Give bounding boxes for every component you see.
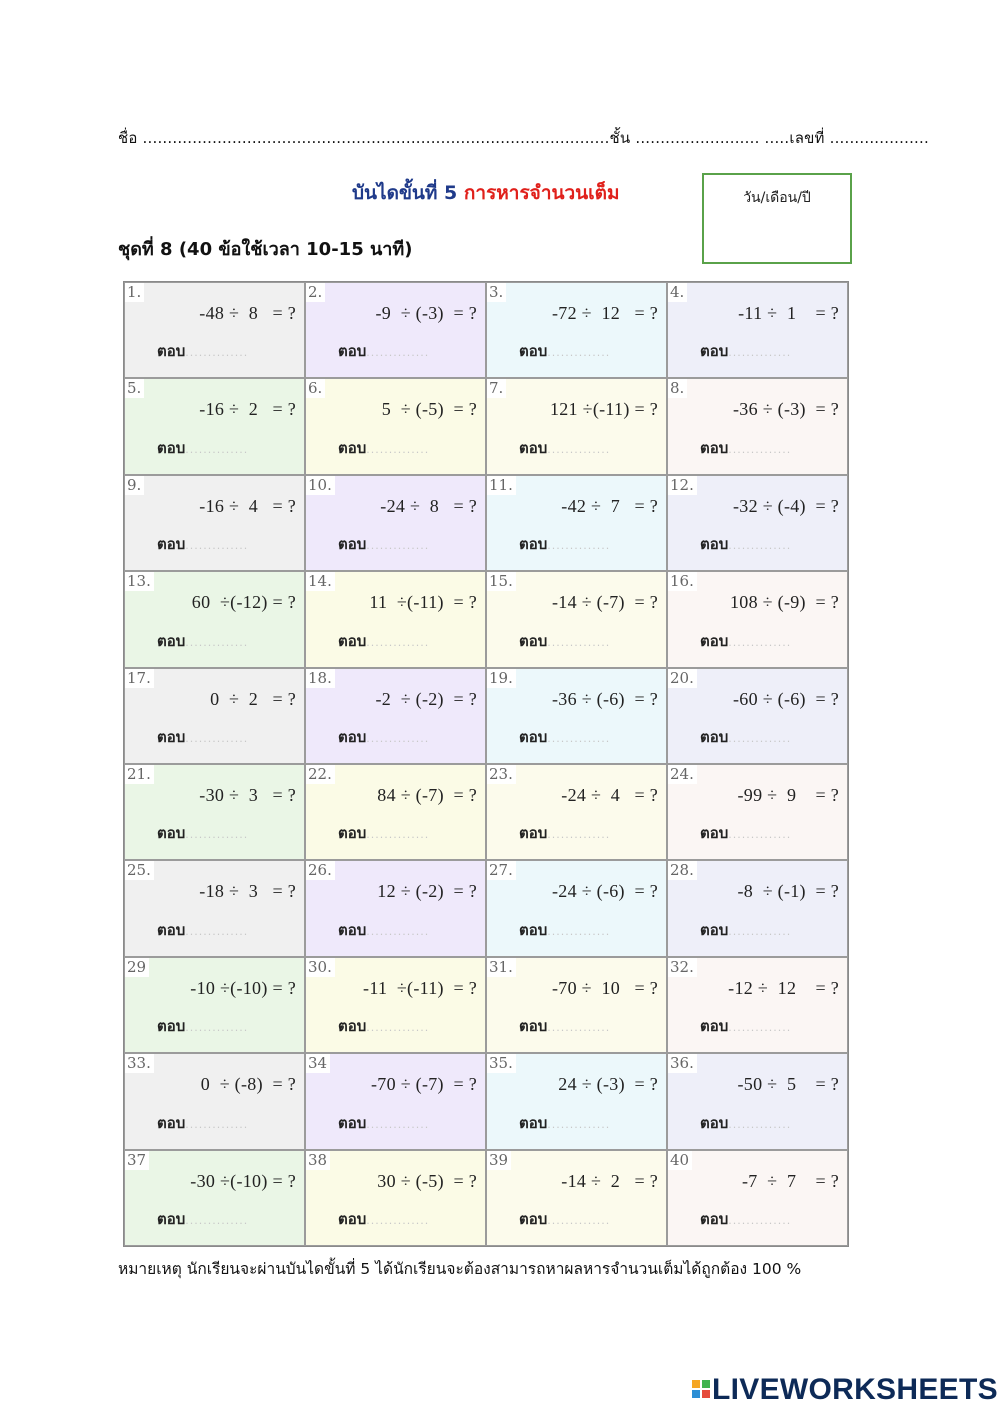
problem-expression: -24 ÷ 8 = ? [380,495,477,516]
problem-number: 23. [487,765,516,784]
problem-cell [667,764,848,860]
problem-cell [124,282,305,378]
problem-expression: -36 ÷ (-3) = ? [733,399,839,420]
problem-number: 26. [306,861,335,880]
answer-blank[interactable]: .............. [366,828,430,842]
problem-expression: -7 ÷ 7 = ? [741,1170,839,1191]
answer-field[interactable] [700,629,791,653]
answer-blank[interactable]: .............. [185,635,249,649]
problem-cell [305,571,486,667]
answer-blank[interactable]: .............. [185,346,249,360]
problem-expression: -50 ÷ 5 = ? [737,1074,839,1095]
problem-number: 8. [668,379,687,398]
answer-blank[interactable]: .............. [728,1214,792,1227]
answer-field[interactable] [519,629,610,653]
answer-blank[interactable]: .............. [185,924,249,938]
answer-label: ตอบ [157,631,186,650]
answer-label: ตอบ [700,1113,729,1132]
problem-number: 37 [125,1151,149,1170]
problem-cell [305,860,486,956]
answer-label: ตอบ [338,438,367,457]
answer-label: ตอบ [519,1113,548,1132]
problem-number: 27. [487,861,516,880]
answer-field[interactable] [338,629,429,653]
problem-expression: -16 ÷ 2 = ? [199,399,296,420]
problem-cell [305,378,486,474]
answer-label: ตอบ [519,1210,548,1228]
problem-expression: -18 ÷ 3 = ? [199,881,296,902]
answer-blank[interactable]: .............. [185,1021,249,1035]
answer-blank[interactable]: .............. [728,828,792,842]
problem-expression: -14 ÷ 2 = ? [561,1170,658,1191]
problem-expression: 30 ÷ (-5) = ? [377,1170,477,1191]
problem-number: 29 [125,958,149,977]
problem-cell [667,1150,848,1246]
problem-expression: -8 ÷ (-1) = ? [737,881,839,902]
answer-field[interactable] [519,1111,610,1135]
answer-label: ตอบ [700,1210,729,1228]
answer-field[interactable] [338,436,429,460]
problem-cell [305,1053,486,1149]
problem-cell [667,957,848,1053]
problem-expression: -24 ÷ 4 = ? [561,785,658,805]
problem-cell [305,668,486,764]
set-label: ชุดที่ 8 (40 ข้อใช้เวลา 10-15 นาที) [118,239,413,260]
problem-cell [124,1053,305,1149]
answer-label: ตอบ [157,1210,186,1228]
problem-number: 20. [668,669,697,688]
answer-label: ตอบ [700,535,729,554]
answer-label: ตอบ [700,920,729,939]
problem-cell [667,378,848,474]
problem-expression: -70 ÷ (-7) = ? [371,1074,477,1095]
problem-expression: -48 ÷ 8 = ? [199,303,296,323]
problem-number: 35. [487,1054,516,1073]
date-box-label: วัน/เดือน/ปี [743,190,811,206]
answer-label: ตอบ [338,920,367,939]
answer-blank[interactable]: .............. [728,924,792,938]
problem-cell [124,957,305,1053]
answer-field[interactable] [519,725,610,749]
answer-label: ตอบ [700,1017,729,1036]
answer-label: ตอบ [338,824,367,843]
problem-number: 1. [125,283,144,302]
problem-cell [124,475,305,571]
problem-expression: 11 ÷(-11) = ? [369,592,477,613]
answer-field[interactable] [157,918,248,942]
problem-expression: -14 ÷ (-7) = ? [552,592,658,613]
problem-number: 24. [668,765,697,784]
answer-field[interactable] [157,1111,248,1135]
answer-label: ตอบ [519,631,548,650]
problem-expression: -11 ÷(-11) = ? [363,977,477,998]
answer-field[interactable] [519,821,610,845]
problem-expression: 24 ÷ (-3) = ? [558,1074,658,1095]
answer-blank[interactable]: .............. [728,1021,792,1035]
answer-field[interactable] [157,532,248,556]
note: หมายเหตุ นักเรียนจะผ่านบันไดขั้นที่ 5 ได้นักเรียนจะต้องสามารถหาผลหารจำนวนเต็มได้ถูกต้อง 100 % [118,1260,802,1278]
problem-cell [124,571,305,667]
logo-mark-icon [692,1380,710,1398]
answer-label: ตอบ [338,631,367,650]
answer-blank[interactable]: .............. [185,1214,249,1227]
problem-cell [486,378,667,474]
problem-cell [667,571,848,667]
title-topic: การหารจำนวนเต็ม [463,182,620,204]
answer-label: ตอบ [700,342,729,361]
answer-label: ตอบ [519,535,548,554]
problem-cell [124,1150,305,1246]
answer-blank[interactable]: .............. [366,539,430,553]
problem-expression: 12 ÷ (-2) = ? [377,881,477,902]
answer-label: ตอบ [338,535,367,554]
problem-cell [486,860,667,956]
answer-blank[interactable]: .............. [728,732,792,745]
logo-text: LIVEWORKSHEETS [712,1373,998,1406]
answer-label: ตอบ [519,342,548,361]
answer-label: ตอบ [338,1017,367,1036]
problem-cell [124,860,305,956]
answer-label: ตอบ [157,824,186,843]
problem-cell [486,1053,667,1149]
problem-cell [305,764,486,860]
problem-cell [486,1150,667,1246]
problem-expression: -10 ÷(-10) = ? [190,977,296,998]
problem-number: 5. [125,379,144,398]
answer-blank[interactable]: .............. [728,346,792,360]
logo-square [702,1390,710,1398]
answer-blank[interactable]: .............. [366,1214,430,1227]
answer-field[interactable] [157,821,248,845]
problem-number: 13. [125,572,154,591]
answer-label: ตอบ [700,631,729,650]
problem-cell [667,860,848,956]
problem-number: 4. [668,283,687,302]
answer-field[interactable] [519,1014,610,1038]
problem-number: 28. [668,861,697,880]
answer-field[interactable] [157,1014,248,1038]
answer-blank[interactable]: .............. [547,1214,611,1227]
answer-field[interactable] [700,1207,791,1231]
problem-cell [486,282,667,378]
problem-cell [486,571,667,667]
answer-label: ตอบ [338,1210,367,1228]
problem-cell [667,1053,848,1149]
problem-expression: -32 ÷ (-4) = ? [733,495,839,516]
problem-expression: 0 ÷ 2 = ? [210,688,296,709]
problem-cell [305,282,486,378]
answer-blank[interactable]: .............. [366,1117,430,1131]
problem-number: 30. [306,958,335,977]
problem-expression: -2 ÷ (-2) = ? [375,688,477,709]
answer-field[interactable] [338,532,429,556]
answer-field[interactable] [338,918,429,942]
answer-label: ตอบ [157,728,186,746]
answer-label: ตอบ [157,438,186,457]
liveworksheets-logo [692,1373,998,1407]
problem-number: 12. [668,476,697,495]
problem-expression: -99 ÷ 9 = ? [737,785,839,805]
problem-number: 9. [125,476,144,495]
answer-field[interactable] [157,725,248,749]
answer-blank[interactable]: .............. [547,635,611,649]
answer-label: ตอบ [157,342,186,361]
problem-number: 39 [487,1151,511,1170]
answer-field[interactable] [519,532,610,556]
answer-field[interactable] [519,1207,610,1231]
problem-expression: -72 ÷ 12 = ? [551,303,658,323]
answer-blank[interactable]: .............. [366,635,430,649]
answer-field[interactable] [700,532,791,556]
answer-label: ตอบ [157,1017,186,1036]
problem-expression: -24 ÷ (-6) = ? [552,881,658,902]
answer-field[interactable] [338,821,429,845]
problem-number: 33. [125,1054,154,1073]
answer-label: ตอบ [700,438,729,457]
problem-number: 34 [306,1054,330,1073]
answer-blank[interactable]: .............. [185,539,249,553]
answer-blank[interactable]: .............. [366,346,430,360]
answer-blank[interactable]: .............. [547,1117,611,1131]
problem-cell [305,957,486,1053]
answer-field[interactable] [700,436,791,460]
answer-blank[interactable]: .............. [728,539,792,553]
problem-expression: 5 ÷ (-5) = ? [381,399,477,420]
answer-field[interactable] [700,1014,791,1038]
logo-square [702,1380,710,1388]
answer-blank[interactable]: .............. [185,828,249,842]
answer-label: ตอบ [338,728,367,746]
problem-cell [667,475,848,571]
problem-expression: -60 ÷ (-6) = ? [733,688,839,709]
answer-label: ตอบ [519,438,548,457]
answer-field[interactable] [338,1111,429,1135]
answer-label: ตอบ [519,728,548,746]
answer-blank[interactable]: .............. [547,1021,611,1035]
problem-cell [486,475,667,571]
answer-blank[interactable]: .............. [366,442,430,456]
problem-cell [124,378,305,474]
problem-number: 16. [668,572,697,591]
problem-expression: -30 ÷(-10) = ? [190,1170,296,1191]
problem-number: 15. [487,572,516,591]
problem-number: 11. [487,476,516,495]
answer-field[interactable] [157,436,248,460]
problem-number: 40 [668,1151,692,1170]
title-step: บันไดขั้นที่ 5 [352,182,458,204]
problem-expression: 0 ÷ (-8) = ? [200,1074,296,1095]
answer-field[interactable] [338,1014,429,1038]
problem-number: 32. [668,958,697,977]
answer-field[interactable] [700,918,791,942]
problem-expression: -9 ÷ (-3) = ? [375,303,477,323]
answer-field[interactable] [338,1207,429,1231]
answer-label: ตอบ [157,1113,186,1132]
problem-cell [124,668,305,764]
problem-expression: 121 ÷(-11) = ? [549,399,658,420]
problem-cell [486,764,667,860]
problem-expression: -16 ÷ 4 = ? [199,495,296,516]
problem-number: 7. [487,379,506,398]
answer-field[interactable] [519,918,610,942]
problem-number: 18. [306,669,335,688]
answer-field[interactable] [157,339,248,363]
answer-blank[interactable]: .............. [547,828,611,842]
problem-number: 31. [487,958,516,977]
problem-expression: 84 ÷ (-7) = ? [377,785,477,805]
date-box[interactable] [702,173,852,264]
answer-blank[interactable]: .............. [366,1021,430,1035]
answer-blank[interactable]: .............. [547,442,611,456]
problem-number: 36. [668,1054,697,1073]
problem-cell [667,668,848,764]
problem-number: 19. [487,669,516,688]
problem-number: 38 [306,1151,330,1170]
answer-field[interactable] [338,725,429,749]
problem-expression: 60 ÷(-12) = ? [191,592,296,613]
answer-field[interactable] [157,629,248,653]
problem-number: 14. [306,572,335,591]
answer-label: ตอบ [157,920,186,939]
answer-blank[interactable]: .............. [728,442,792,456]
problem-cell [124,764,305,860]
answer-blank[interactable]: .............. [366,732,430,745]
problem-cell [305,1150,486,1246]
problem-number: 2. [306,283,325,302]
answer-field[interactable] [157,1207,248,1231]
problem-grid [123,281,849,1247]
answer-label: ตอบ [338,342,367,361]
logo-square [692,1380,700,1388]
answer-field[interactable] [700,339,791,363]
answer-blank[interactable]: .............. [185,442,249,456]
problem-expression: -36 ÷ (-6) = ? [552,688,658,709]
problem-cell [486,957,667,1053]
answer-blank[interactable]: .............. [547,539,611,553]
problem-number: 17. [125,669,154,688]
answer-blank[interactable]: .............. [547,924,611,938]
answer-field[interactable] [519,339,610,363]
page-title [352,178,620,208]
answer-label: ตอบ [157,535,186,554]
answer-label: ตอบ [519,824,548,843]
answer-blank[interactable]: .............. [728,1117,792,1131]
answer-field[interactable] [700,821,791,845]
answer-blank[interactable]: .............. [185,1117,249,1131]
answer-field[interactable] [700,725,791,749]
answer-label: ตอบ [700,728,729,746]
problem-cell [305,475,486,571]
answer-field[interactable] [700,1111,791,1135]
student-info-line: ชื่อ ..............................................................................................ชั้น ......................... .....เลขที่ .................... [118,129,929,147]
answer-blank[interactable]: .............. [185,732,249,745]
answer-blank[interactable]: .............. [366,924,430,938]
answer-label: ตอบ [519,920,548,939]
problem-expression: -12 ÷ 12 = ? [728,977,839,998]
problem-expression: -11 ÷ 1 = ? [738,303,839,323]
answer-label: ตอบ [519,1017,548,1036]
answer-label: ตอบ [338,1113,367,1132]
problem-expression: -70 ÷ 10 = ? [551,977,658,998]
problem-number: 6. [306,379,325,398]
problem-number: 22. [306,765,335,784]
answer-blank[interactable]: .............. [547,346,611,360]
logo-square [692,1390,700,1398]
problem-number: 3. [487,283,506,302]
problem-number: 10. [306,476,335,495]
answer-field[interactable] [338,339,429,363]
problem-expression: -42 ÷ 7 = ? [561,495,658,516]
answer-blank[interactable]: .............. [728,635,792,649]
problem-number: 25. [125,861,154,880]
answer-blank[interactable]: .............. [547,732,611,745]
problem-cell [486,668,667,764]
answer-field[interactable] [519,436,610,460]
problem-number: 21. [125,765,154,784]
problem-expression: 108 ÷ (-9) = ? [729,592,839,613]
answer-label: ตอบ [700,824,729,843]
problem-cell [667,282,848,378]
problem-expression: -30 ÷ 3 = ? [199,785,296,805]
